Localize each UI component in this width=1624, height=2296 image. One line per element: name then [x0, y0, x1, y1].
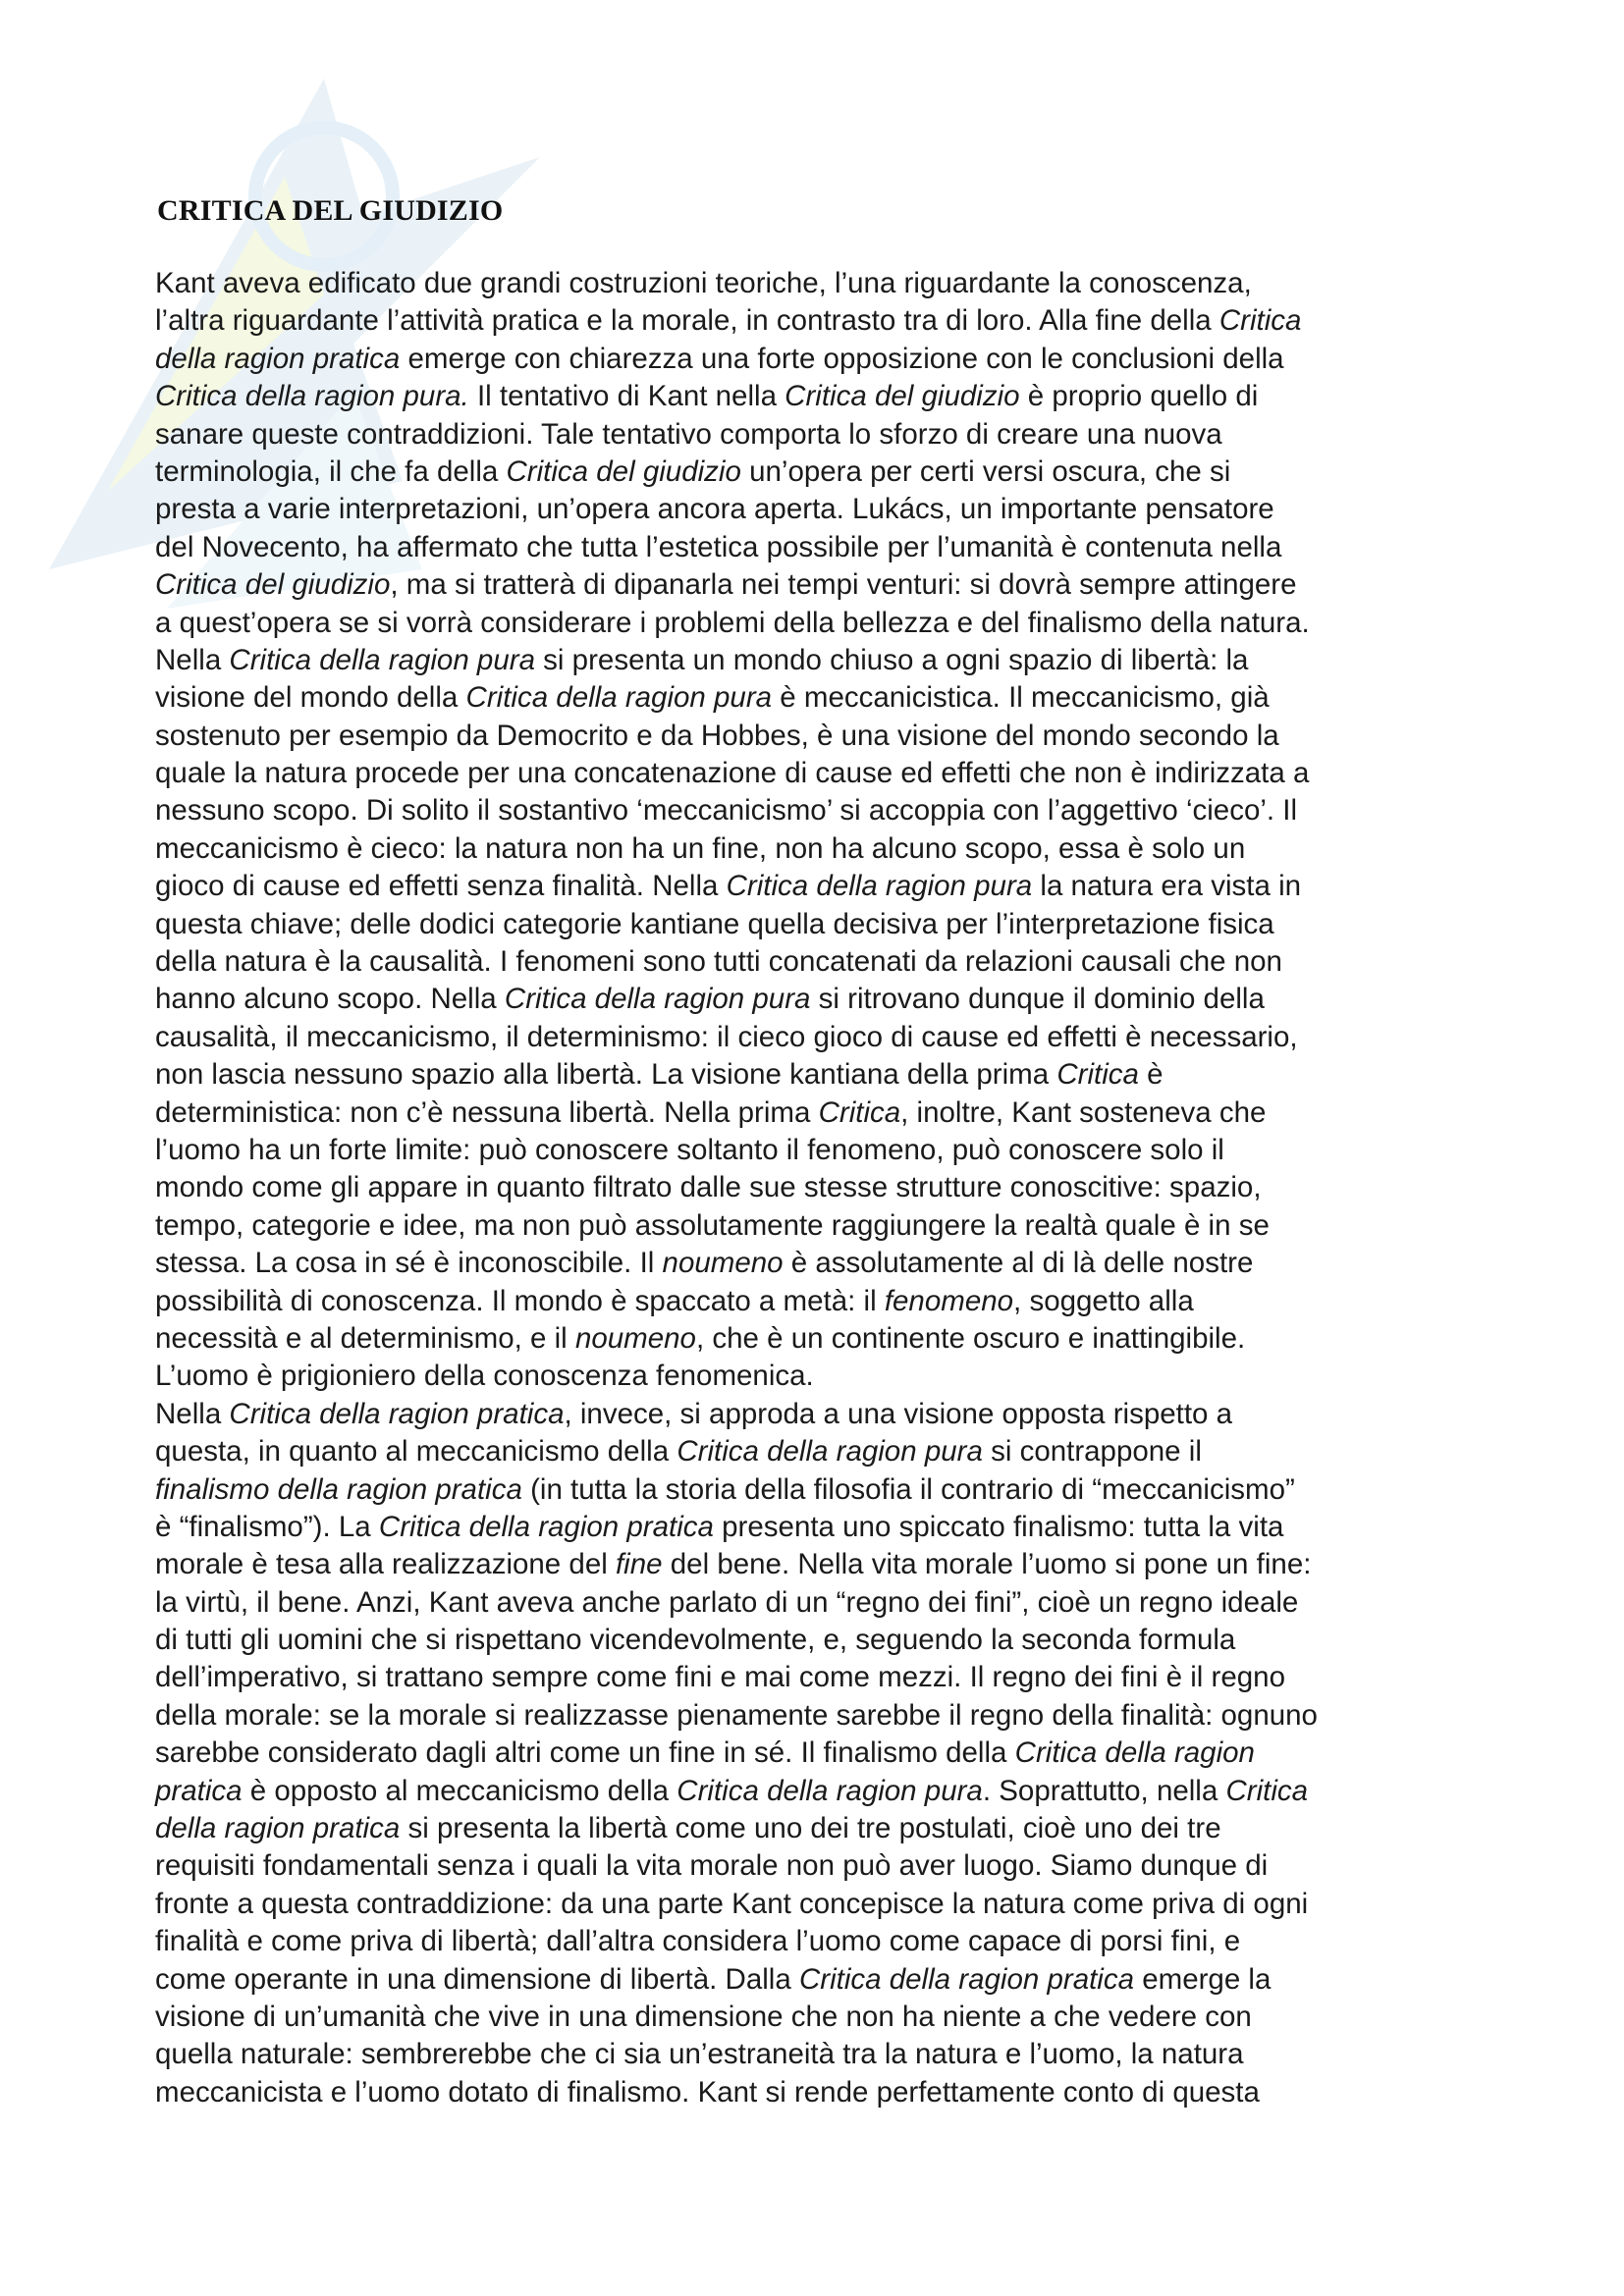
text-line — [155, 755, 1483, 792]
italic-text: fine — [615, 1548, 663, 1581]
text-line — [155, 1358, 1483, 1395]
text-line — [155, 1396, 1483, 1433]
text-run: terminologia, il che fa della — [155, 454, 507, 488]
italic-text: fenomeno — [884, 1284, 1014, 1317]
text-line — [155, 341, 1483, 378]
italic-text: Critica della ragion pratica — [378, 1510, 714, 1543]
text-line — [155, 1169, 1483, 1206]
text-line — [155, 1320, 1483, 1358]
italic-text: Critica della ragion pura — [229, 643, 535, 676]
text-run: sarebbe considerato dagli altri come un fine in sé. Il finalismo della — [155, 1736, 1015, 1770]
text-line — [155, 1509, 1483, 1546]
text-line — [155, 1207, 1483, 1245]
text-run: a quest’opera se si vorrà considerare i problemi della bellezza e del finalismo della natura. — [155, 606, 1310, 639]
text-line — [155, 642, 1483, 679]
text-line — [155, 2074, 1483, 2111]
text-run: è — [1138, 1058, 1164, 1092]
text-run: deterministica: non c’è nessuna libertà. Nella prima — [155, 1095, 819, 1129]
italic-text: Critica della ragion pura — [726, 870, 1033, 903]
text-line — [155, 1810, 1483, 1847]
italic-text: Critica della ragion pura. — [155, 380, 469, 413]
text-line — [155, 981, 1483, 1018]
text-line — [155, 1622, 1483, 1659]
text-line — [155, 454, 1483, 491]
text-run: si contrappone il — [982, 1435, 1202, 1468]
text-run: L’uomo è prigioniero della conoscenza fenomenica. — [155, 1360, 814, 1393]
italic-text: Critica del giudizio — [506, 454, 741, 488]
text-run: della natura è la causalità. I fenomeni sono tutti concatenati da relazioni causali che non — [155, 945, 1282, 979]
text-line — [155, 605, 1483, 642]
text-run: quale la natura procede per una concatenazione di cause ed effetti che non è indirizzata a — [155, 757, 1310, 790]
text-line — [155, 1584, 1483, 1622]
text-line — [155, 265, 1483, 302]
text-run: un’opera per certi versi oscura, che si — [740, 454, 1231, 488]
text-run: mondo come gli appare in quanto filtrato dalle sue stesse strutture conoscitive: spazio, — [155, 1171, 1262, 1204]
text-run: è opposto al meccanicismo della — [242, 1774, 677, 1807]
text-run: visione di un’umanità che vive in una dimensione che non ha niente a che vedere con — [155, 2000, 1252, 2033]
text-run: si presenta un mondo chiuso a ogni spazio di libertà: la — [534, 643, 1249, 676]
text-line — [155, 1095, 1483, 1132]
text-run: della morale: se la morale si realizzasse pienamente sarebbe il regno della finalità: ognuno — [155, 1698, 1318, 1732]
text-run: quella naturale: sembrerebbe che ci sia un’estraneità tra la natura e l’uomo, la natura — [155, 2038, 1244, 2071]
text-line — [155, 1923, 1483, 1960]
text-line — [155, 1433, 1483, 1470]
text-line — [155, 1132, 1483, 1169]
text-line — [155, 491, 1483, 528]
text-run: , ma si tratterà di dipanarla nei tempi venturi: si dovrà sempre attingere — [390, 568, 1297, 602]
italic-text: della ragion pratica — [155, 342, 401, 375]
text-line — [155, 1056, 1483, 1094]
italic-text: pratica — [155, 1774, 243, 1807]
document-title: CRITICA DEL GIUDIZIO — [157, 194, 504, 227]
text-line — [155, 1773, 1483, 1810]
text-line — [155, 1735, 1483, 1772]
italic-text: Critica della ragion pratica — [229, 1397, 565, 1430]
text-run: la natura era vista in — [1032, 870, 1302, 903]
italic-text: Critica — [1218, 304, 1302, 338]
text-line — [155, 529, 1483, 566]
text-run: tempo, categorie e idee, ma non può assolutamente raggiungere la realtà quale è in se — [155, 1208, 1270, 1242]
text-run: morale è tesa alla realizzazione del — [155, 1548, 616, 1581]
italic-text: Critica del giudizio — [155, 568, 391, 602]
text-run: Il tentativo di Kant nella — [468, 380, 785, 413]
text-run: sanare queste contraddizioni. Tale tentativo comporta lo sforzo di creare una nuova — [155, 417, 1222, 451]
text-run: emerge la — [1134, 1962, 1272, 1996]
text-run: finalità e come priva di libertà; dall’altra considera l’uomo come capace di porsi fini, e — [155, 1925, 1241, 1958]
text-line — [155, 416, 1483, 454]
italic-text: Critica — [1056, 1058, 1139, 1092]
italic-text: Critica — [1225, 1774, 1309, 1807]
text-run: presenta uno spiccato finalismo: tutta la vita — [713, 1510, 1284, 1543]
italic-text: Critica della ragion pura — [677, 1774, 983, 1807]
text-run: questa chiave; delle dodici categorie kantiane quella decisiva per l’interpretazione fisica — [155, 907, 1274, 940]
text-run: non lascia nessuno spazio alla libertà. La visione kantiana della prima — [155, 1058, 1057, 1092]
italic-text: Critica della ragion pratica — [798, 1962, 1135, 1996]
text-run: del bene. Nella vita morale l’uomo si pone un fine: — [662, 1548, 1312, 1581]
text-run: è “finalismo”). La — [155, 1510, 379, 1543]
text-run: possibilità di conoscenza. Il mondo è spaccato a metà: il — [155, 1284, 885, 1317]
text-run: la virtù, il bene. Anzi, Kant aveva anche parlato di un “regno dei fini”, cioè un regno ideale — [155, 1585, 1299, 1619]
text-line — [155, 868, 1483, 905]
text-line — [155, 1999, 1483, 2036]
text-run: Kant aveva edificato due grandi costruzioni teoriche, l’una riguardante la conoscenza, — [155, 267, 1252, 299]
italic-text: Critica — [818, 1095, 901, 1129]
text-line — [155, 1961, 1483, 1999]
text-line — [155, 1546, 1483, 1583]
text-run: si ritrovano dunque il dominio della — [810, 983, 1265, 1016]
text-run: del Novecento, ha affermato che tutta l’estetica possibile per l’umanità è contenuta nella — [155, 530, 1282, 563]
text-run: si presenta la libertà come uno dei tre postulati, cioè uno dei tre — [400, 1812, 1221, 1845]
text-line — [155, 1659, 1483, 1696]
text-run: Nella — [155, 1397, 230, 1430]
text-line — [155, 1697, 1483, 1735]
italic-text: Critica del giudizio — [785, 380, 1020, 413]
text-line — [155, 1245, 1483, 1282]
italic-text: Critica della ragion pura — [504, 983, 811, 1016]
text-line — [155, 718, 1483, 755]
text-line — [155, 1847, 1483, 1885]
text-line — [155, 943, 1483, 981]
text-run: meccanicismo è cieco: la natura non ha un fine, non ha alcuno scopo, essa è solo un — [155, 831, 1246, 865]
text-run: necessità e al determinismo, e il — [155, 1321, 575, 1355]
text-line — [155, 1471, 1483, 1509]
text-line — [155, 378, 1483, 415]
text-run: , che è un continente oscuro e inattingibile. — [695, 1321, 1246, 1355]
text-line — [155, 679, 1483, 717]
text-run: causalità, il meccanicismo, il determinismo: il cieco gioco di cause ed effetti è necessario, — [155, 1020, 1298, 1053]
text-line — [155, 566, 1483, 604]
text-run: è proprio quello di — [1019, 380, 1259, 413]
italic-text: noumeno — [574, 1321, 696, 1355]
text-line — [155, 792, 1483, 829]
text-line — [155, 906, 1483, 943]
text-run: di tutti gli uomini che si rispettano vicendevolmente, e, seguendo la seconda formula — [155, 1624, 1236, 1657]
text-run: , invece, si approda a una visione opposta rispetto a — [564, 1397, 1233, 1430]
text-line — [155, 302, 1483, 340]
text-run: è meccanicistica. Il meccanicismo, già — [772, 681, 1270, 715]
italic-text: noumeno — [662, 1247, 784, 1280]
italic-text: Critica della ragion — [1014, 1736, 1255, 1770]
text-line — [155, 830, 1483, 868]
text-run: (in tutta la storia della filosofia il contrario di “meccanicismo” — [521, 1472, 1295, 1506]
text-line — [155, 1886, 1483, 1923]
text-run: visione del mondo della — [155, 681, 466, 715]
document-body — [155, 265, 1483, 2111]
text-run: sostenuto per esempio da Democrito e da Hobbes, è una visione del mondo secondo la — [155, 719, 1279, 752]
italic-text: Critica della ragion pura — [465, 681, 773, 715]
italic-text: Critica della ragion pura — [677, 1435, 983, 1468]
text-run: questa, in quanto al meccanicismo della — [155, 1435, 677, 1468]
text-run: emerge con chiarezza una forte opposizione con le conclusioni della — [400, 342, 1284, 375]
text-run: è assolutamente al di là delle nostre — [783, 1247, 1254, 1280]
text-run: gioco di cause ed effetti senza finalità. Nella — [155, 870, 727, 903]
text-run: requisiti fondamentali senza i quali la vita morale non può aver luogo. Siamo dunque di — [155, 1849, 1269, 1883]
text-run: stessa. La cosa in sé è inconoscibile. Il — [155, 1247, 663, 1280]
text-run: dell’imperativo, si trattano sempre come fini e mai come mezzi. Il regno dei fini è il regno — [155, 1661, 1285, 1694]
text-line — [155, 1283, 1483, 1320]
text-run: meccanicista e l’uomo dotato di finalismo. Kant si rende perfettamente conto di questa — [155, 2075, 1260, 2109]
text-run: come operante in una dimensione di libertà. Dalla — [155, 1962, 799, 1996]
text-run: . Soprattutto, nella — [982, 1774, 1226, 1807]
text-run: presta a varie interpretazioni, un’opera ancora aperta. Lukács, un importante pensatore — [155, 493, 1274, 526]
text-run: Nella — [155, 643, 230, 676]
text-run: l’altra riguardante l’attività pratica e la morale, in contrasto tra di loro. Alla fine della — [155, 304, 1219, 338]
text-run: nessuno scopo. Di solito il sostantivo ‘meccanicismo’ si accoppia con l’aggettivo ‘cieco’. Il — [155, 794, 1298, 828]
text-run: l’uomo ha un forte limite: può conoscere soltanto il fenomeno, può conoscere solo il — [155, 1133, 1224, 1166]
text-line — [155, 2036, 1483, 2073]
text-run: fronte a questa contraddizione: da una parte Kant concepisce la natura come priva di ogni — [155, 1887, 1309, 1920]
text-run: , soggetto alla — [1013, 1284, 1194, 1317]
text-line — [155, 1019, 1483, 1056]
text-run: , inoltre, Kant sosteneva che — [900, 1095, 1267, 1129]
text-run: hanno alcuno scopo. Nella — [155, 983, 505, 1016]
italic-text: della ragion pratica — [155, 1812, 401, 1845]
italic-text: finalismo della ragion pratica — [155, 1472, 522, 1506]
